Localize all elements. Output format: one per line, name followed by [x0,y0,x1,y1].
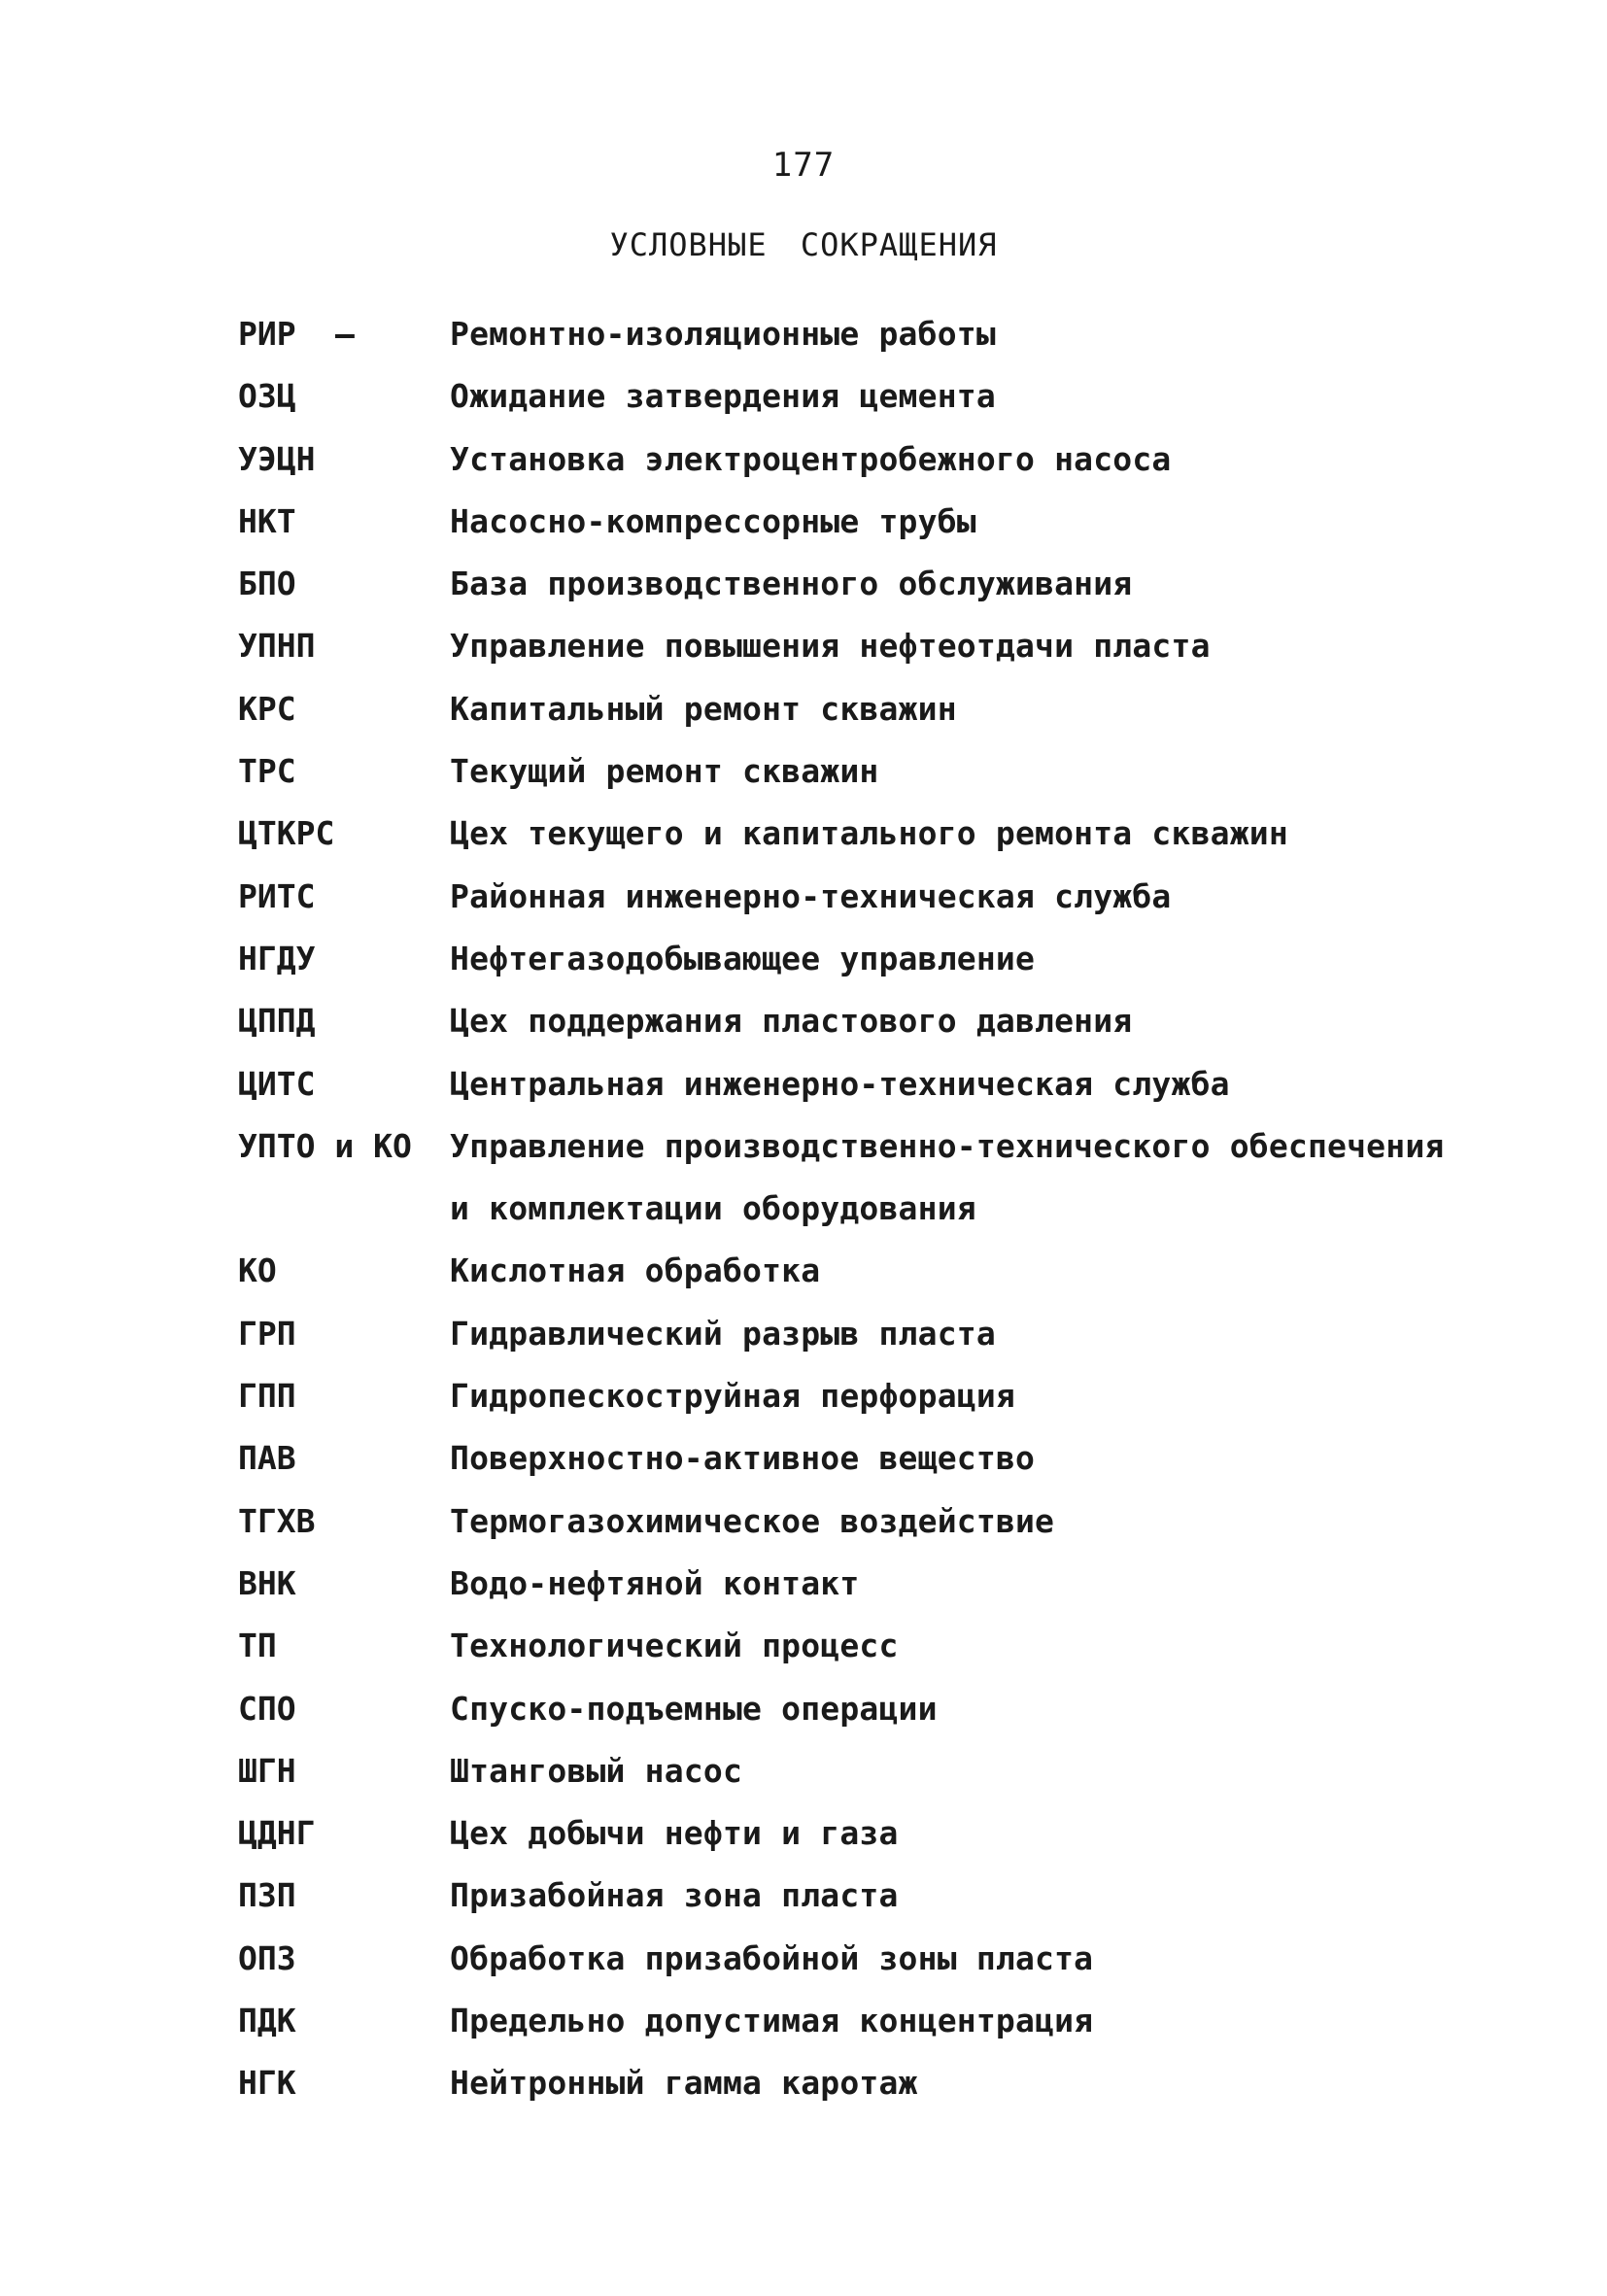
definition: Обработка призабойной зоны пласта [450,1938,1094,1977]
definition: Нефтегазодобывающее управление [450,939,1036,977]
abbreviation: ВНК [238,1563,296,1602]
list-item [238,303,1501,365]
abbreviation: ОПЗ [238,1938,296,1977]
abbreviation: ГРП [238,1314,296,1353]
definition: Предельно допустимая концентрация [450,2002,1094,2040]
list-item [238,928,1501,990]
list-item [238,678,1501,740]
abbreviation: РИТС [238,876,316,915]
list-item [238,1865,1501,1927]
list-item [238,1740,1501,1802]
abbreviation: УЭЦН [238,439,316,478]
definition: Текущий ремонт скважин [450,752,879,791]
definition: Гидравлический разрыв пласта [450,1314,996,1353]
list-item [238,1678,1501,1740]
list-item [238,491,1501,553]
definition: Управление повышения нефтеотдачи пласта [450,627,1211,666]
abbreviation: КРС [238,689,296,728]
abbreviation: КО [238,1251,277,1290]
definition: Поверхностно-активное вещество [450,1439,1036,1478]
list-item [238,1427,1501,1490]
abbreviation: ПЗП [238,1876,296,1915]
definition: и комплектации оборудования [450,1189,976,1228]
list-item [238,1553,1501,1615]
list-item [238,2052,1501,2114]
abbreviation: ЦДНГ [238,1814,316,1853]
definition: Призабойная зона пласта [450,1876,899,1915]
list-item-continuation [238,1178,1501,1240]
definition: Штанговый насос [450,1751,743,1790]
definition: Установка электроцентробежного насоса [450,439,1172,478]
list-item [238,428,1501,491]
abbreviation: НГДУ [238,939,316,977]
definition: Термогазохимическое воздействие [450,1501,1055,1540]
definition: Технологический процесс [450,1627,899,1665]
list-item [238,740,1501,803]
definition: Цех добычи нефти и газа [450,1814,899,1853]
list-item [238,615,1501,677]
definition: Центральная инженерно-техническая служба [450,1064,1230,1103]
abbreviation: УПНП [238,627,316,666]
definition: Спуско-подъемные операции [450,1689,938,1728]
dash: – [335,315,355,353]
list-item [238,1990,1501,2052]
definition: Гидропескоструйная перфорация [450,1377,1015,1416]
abbreviation: ЦППД [238,1002,316,1041]
definition: Насосно-компрессорные трубы [450,501,976,540]
list-item [238,803,1501,865]
list-item [238,1240,1501,1302]
abbreviation-list [238,303,1501,2115]
abbreviation: БПО [238,565,296,603]
abbreviation: НГК [238,2064,296,2103]
abbreviation: УПТО и КО [238,1126,412,1165]
definition: Цех поддержания пластового давления [450,1002,1133,1041]
abbreviation: СПО [238,1689,296,1728]
list-item [238,365,1501,428]
definition: Ожидание затвердения цемента [450,377,996,416]
definition: Районная инженерно-техническая служба [450,876,1172,915]
list-item [238,553,1501,615]
page-title: УСЛОВНЫЕ СОКРАЩЕНИЯ [609,226,998,263]
abbreviation: ОЗЦ [238,377,296,416]
definition: Управление производственно-технического обеспечения [450,1126,1445,1165]
definition: База производственного обслуживания [450,565,1133,603]
page-number: 177 [771,146,836,185]
list-item [238,1928,1501,1990]
list-item [238,866,1501,928]
abbreviation: РИР [238,315,296,353]
list-item [238,990,1501,1052]
abbreviation: ГПП [238,1377,296,1416]
list-item [238,1115,1501,1178]
abbreviation: НКТ [238,501,296,540]
list-item [238,1365,1501,1427]
abbreviation: ПДК [238,2002,296,2040]
definition: Нейтронный гамма каротаж [450,2064,918,2103]
abbreviation: ТГХВ [238,1501,316,1540]
abbreviation: ПАВ [238,1439,296,1478]
definition: Водо-нефтяной контакт [450,1563,860,1602]
definition: Ремонтно-изоляционные работы [450,315,996,353]
abbreviation: ЦИТС [238,1064,316,1103]
abbreviation: ШГН [238,1751,296,1790]
definition: Цех текущего и капитального ремонта скважин [450,814,1288,853]
list-item [238,1303,1501,1365]
list-item [238,1053,1501,1115]
definition: Кислотная обработка [450,1251,821,1290]
abbreviation: ЦТКРС [238,814,335,853]
abbreviation: ТРС [238,752,296,791]
definition: Капитальный ремонт скважин [450,689,957,728]
list-item [238,1802,1501,1865]
abbreviation: ТП [238,1627,277,1665]
list-item [238,1615,1501,1677]
list-item [238,1491,1501,1553]
